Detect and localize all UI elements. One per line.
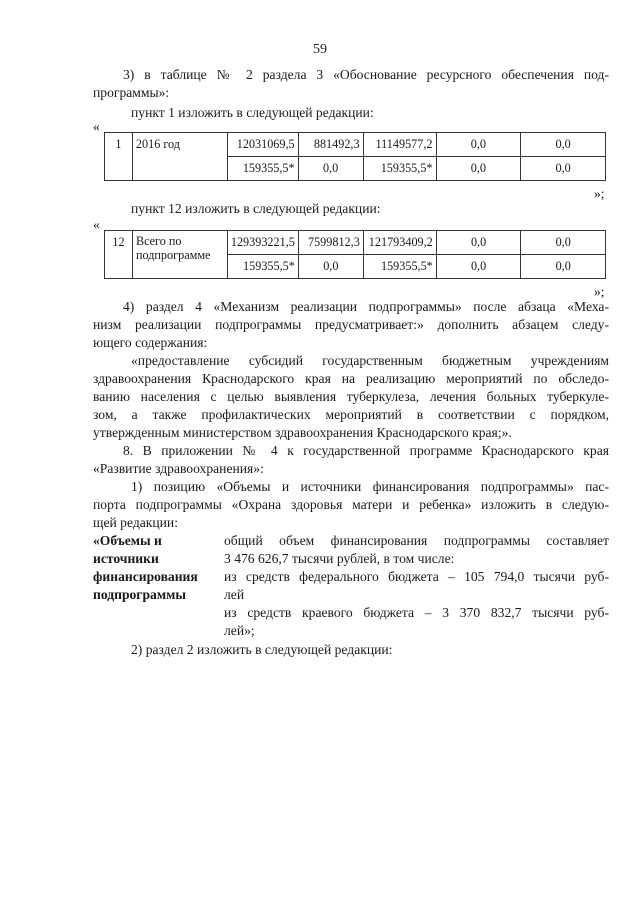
passport-label bbox=[93, 532, 198, 604]
passport-label-line-1: «Объемы и bbox=[93, 533, 162, 548]
table-cell: 0,0 bbox=[298, 255, 363, 279]
paragraph-4-line-2: низм реализации подпрограммы предусматривает:» дополнить абзацем следу- bbox=[93, 317, 609, 332]
table-cell: 0,0 bbox=[521, 133, 606, 157]
quoted-line-4: зом, а также профилактических мероприятий в соответствии с порядком, bbox=[93, 407, 609, 422]
quoted-line-2: здравоохранения Краснодарского края на реализацию мероприятий по обследо- bbox=[93, 371, 609, 386]
table-cell: 881492,3 bbox=[298, 133, 363, 157]
paragraph-3 bbox=[123, 66, 609, 84]
passport-label-line-3: финансирования bbox=[93, 569, 198, 584]
table-cell: 0,0 bbox=[521, 231, 606, 255]
paragraph-1-line-1: 1) позицию «Объемы и источники финансирования подпрограммы» пас- bbox=[131, 479, 609, 494]
table-cell: 0,0 bbox=[436, 157, 521, 181]
passport-value-line-4: лей bbox=[224, 587, 245, 602]
paragraph-4 bbox=[93, 298, 609, 352]
quoted-paragraph bbox=[93, 352, 609, 442]
passport-value-line-5: из средств краевого бюджета – 3 370 832,7 тысячи руб- bbox=[224, 605, 609, 620]
table-punkt-1 bbox=[104, 132, 606, 181]
paragraph-1 bbox=[93, 478, 609, 532]
paragraph-4-line-3: ющего содержания: bbox=[93, 335, 208, 350]
passport-value-line-6: лей»; bbox=[224, 623, 255, 638]
passport-value-line-1: общий объем финансирования подпрограммы составляет bbox=[224, 533, 609, 548]
passport-label-line-2: источники bbox=[93, 551, 159, 566]
quoted-line-5: утвержденным министерством здравоохранения Краснодарского края;». bbox=[93, 425, 512, 440]
quoted-line-1: «предоставление субсидий государственным бюджетным учреждениям bbox=[131, 353, 609, 368]
passport-value bbox=[224, 532, 609, 640]
passport-label-line-4: подпрограммы bbox=[93, 587, 186, 602]
table-cell: 0,0 bbox=[298, 157, 363, 181]
table-cell: 159355,5* bbox=[363, 255, 436, 279]
table-cell: 0,0 bbox=[436, 231, 521, 255]
paragraph-1-line-3: щей редакции: bbox=[93, 515, 178, 530]
paragraph-2: 2) раздел 2 изложить в следующей редакции: bbox=[131, 642, 393, 657]
page-number: 59 bbox=[313, 42, 327, 57]
paragraph-3-line-2: программы»: bbox=[93, 85, 170, 100]
paragraph-1-line-2: порта подпрограммы «Охрана здоровья матери и ребенка» изложить в следую- bbox=[93, 497, 609, 512]
table-cell: 0,0 bbox=[521, 255, 606, 279]
paragraph-3-line-1: 3) в таблице № 2 раздела 3 «Обоснование ресурсного обеспечения под- bbox=[123, 67, 609, 82]
passport-value-line-3: из средств федерального бюджета – 105 794,0 тысячи руб- bbox=[224, 569, 609, 584]
table-row bbox=[105, 133, 606, 157]
quote-close-1: »; bbox=[594, 186, 605, 201]
quote-open-1: « bbox=[93, 119, 100, 134]
table-punkt-12 bbox=[104, 230, 606, 279]
table-cell: 121793409,2 bbox=[363, 231, 436, 255]
table-cell: 159355,5* bbox=[227, 157, 298, 181]
table-cell: 12031069,5 bbox=[227, 133, 298, 157]
table-cell: 0,0 bbox=[436, 133, 521, 157]
table-cell: 0,0 bbox=[521, 157, 606, 181]
quote-open-2: « bbox=[93, 217, 100, 232]
punkt-12-intro: пункт 12 изложить в следующей редакции: bbox=[131, 201, 381, 216]
row-label bbox=[132, 231, 227, 279]
paragraph-8-line-1: 8. В приложении № 4 к государственной программе Краснодарского края bbox=[123, 443, 609, 458]
row-number: 12 bbox=[105, 231, 133, 279]
table-cell: 7599812,3 bbox=[298, 231, 363, 255]
table-cell: 159355,5* bbox=[363, 157, 436, 181]
punkt-1-intro: пункт 1 изложить в следующей редакции: bbox=[131, 105, 374, 120]
table-cell: 0,0 bbox=[436, 255, 521, 279]
row-label-line-2: подпрограмме bbox=[135, 248, 211, 262]
table-cell: 159355,5* bbox=[227, 255, 298, 279]
table-cell: 129393221,5 bbox=[227, 231, 298, 255]
paragraph-8 bbox=[93, 442, 609, 478]
paragraph-4-line-1: 4) раздел 4 «Механизм реализации подпрограммы» после абзаца «Меха- bbox=[123, 299, 609, 314]
row-number: 1 bbox=[105, 133, 133, 181]
row-label: 2016 год bbox=[132, 133, 227, 181]
table-row bbox=[105, 231, 606, 255]
table-cell: 11149577,2 bbox=[363, 133, 436, 157]
passport-value-line-2: 3 476 626,7 тысячи рублей, в том числе: bbox=[224, 551, 455, 566]
quote-close-2: »; bbox=[594, 284, 605, 299]
quoted-line-3: ванию населения с целью выявления туберкулеза, лечения больных туберкуле- bbox=[93, 389, 609, 404]
paragraph-8-line-2: «Развитие здравоохранения»: bbox=[93, 461, 264, 476]
row-label-line-1: Всего по bbox=[135, 234, 182, 248]
